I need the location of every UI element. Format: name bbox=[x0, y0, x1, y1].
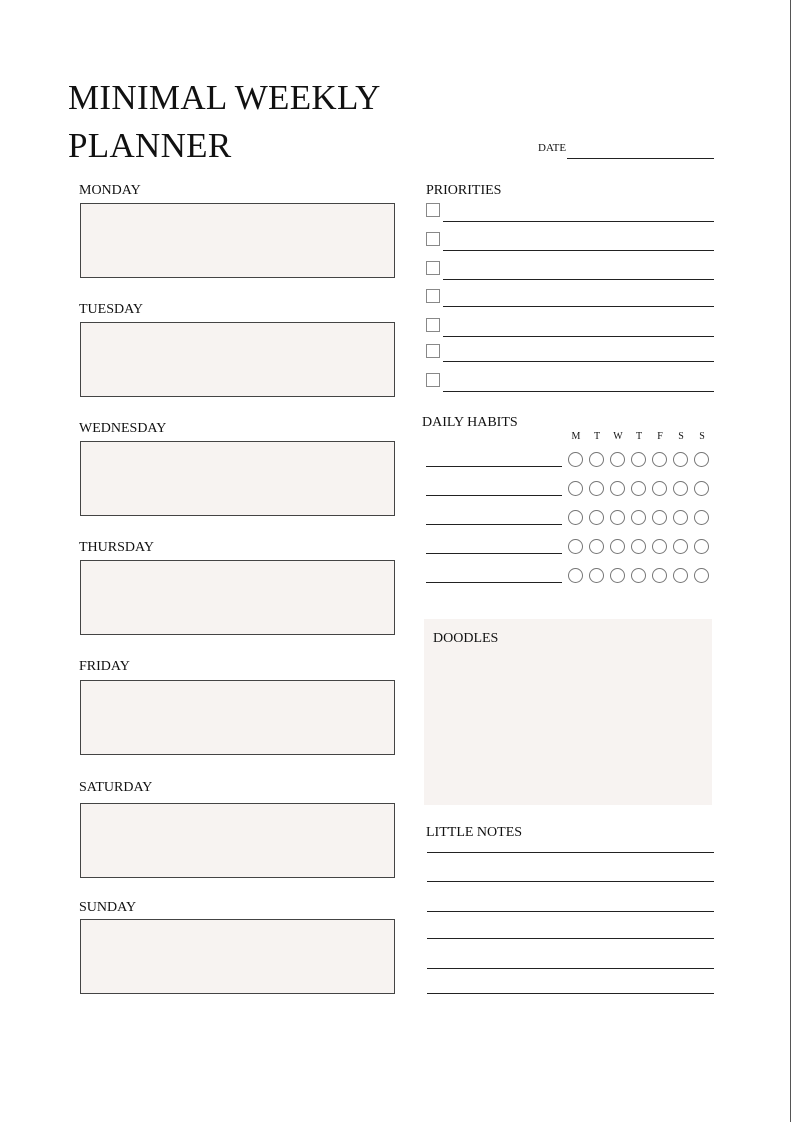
day-box-tuesday[interactable] bbox=[80, 322, 395, 397]
day-box-sunday[interactable] bbox=[80, 919, 395, 994]
day-label-sunday: SUNDAY bbox=[79, 900, 137, 915]
habit-check-circle[interactable] bbox=[694, 510, 709, 525]
day-box-friday[interactable] bbox=[80, 680, 395, 755]
habit-check-circle[interactable] bbox=[610, 539, 625, 554]
priority-line[interactable] bbox=[443, 221, 714, 222]
priority-checkbox[interactable] bbox=[426, 289, 440, 303]
habit-check-circle[interactable] bbox=[589, 539, 604, 554]
page-title bbox=[68, 74, 381, 170]
priority-checkbox[interactable] bbox=[426, 318, 440, 332]
habit-check-circle[interactable] bbox=[631, 510, 646, 525]
habit-check-circle[interactable] bbox=[694, 481, 709, 496]
day-label-saturday: SATURDAY bbox=[79, 780, 153, 795]
habit-check-circle[interactable] bbox=[610, 568, 625, 583]
habit-check-circle[interactable] bbox=[673, 452, 688, 467]
habit-check-circle[interactable] bbox=[673, 510, 688, 525]
priority-line[interactable] bbox=[443, 306, 714, 307]
notes-label: LITTLE NOTES bbox=[426, 825, 523, 840]
habit-day-letter: S bbox=[699, 431, 705, 442]
habit-check-circle[interactable] bbox=[589, 481, 604, 496]
priority-line[interactable] bbox=[443, 279, 714, 280]
habit-check-circle[interactable] bbox=[652, 452, 667, 467]
day-label-thursday: THURSDAY bbox=[79, 540, 154, 555]
priority-line[interactable] bbox=[443, 361, 714, 362]
habit-check-circle[interactable] bbox=[568, 568, 583, 583]
priority-line[interactable] bbox=[443, 391, 714, 392]
priority-checkbox[interactable] bbox=[426, 261, 440, 275]
habit-check-circle[interactable] bbox=[631, 539, 646, 554]
priority-line[interactable] bbox=[443, 336, 714, 337]
habit-name-line[interactable] bbox=[426, 553, 562, 554]
priority-checkbox[interactable] bbox=[426, 232, 440, 246]
habit-check-circle[interactable] bbox=[568, 539, 583, 554]
day-label-tuesday: TUESDAY bbox=[79, 302, 144, 317]
habit-check-circle[interactable] bbox=[652, 539, 667, 554]
priority-checkbox[interactable] bbox=[426, 203, 440, 217]
habit-day-letter: T bbox=[593, 431, 601, 442]
habit-day-letter: S bbox=[678, 431, 684, 442]
habit-name-line[interactable] bbox=[426, 524, 562, 525]
doodles-area[interactable] bbox=[424, 619, 712, 805]
habit-name-line[interactable] bbox=[426, 466, 562, 467]
habit-check-circle[interactable] bbox=[631, 568, 646, 583]
habit-day-letter: F bbox=[657, 431, 663, 442]
habits-label: DAILY HABITS bbox=[422, 415, 518, 430]
habit-check-circle[interactable] bbox=[652, 510, 667, 525]
page-edge bbox=[790, 0, 791, 1122]
habit-check-circle[interactable] bbox=[631, 452, 646, 467]
habit-check-circle[interactable] bbox=[589, 452, 604, 467]
habit-check-circle[interactable] bbox=[631, 481, 646, 496]
note-line[interactable] bbox=[427, 938, 714, 939]
habit-check-circle[interactable] bbox=[589, 510, 604, 525]
note-line[interactable] bbox=[427, 968, 714, 969]
priority-checkbox[interactable] bbox=[426, 373, 440, 387]
habit-check-circle[interactable] bbox=[673, 568, 688, 583]
day-box-monday[interactable] bbox=[80, 203, 395, 278]
habit-check-circle[interactable] bbox=[610, 481, 625, 496]
doodles-label: DOODLES bbox=[433, 631, 499, 646]
priority-checkbox[interactable] bbox=[426, 344, 440, 358]
habit-day-letter: T bbox=[635, 431, 643, 442]
habit-check-circle[interactable] bbox=[568, 481, 583, 496]
date-label: DATE bbox=[538, 142, 567, 154]
habit-check-circle[interactable] bbox=[673, 481, 688, 496]
habit-check-circle[interactable] bbox=[652, 481, 667, 496]
habit-check-circle[interactable] bbox=[694, 568, 709, 583]
note-line[interactable] bbox=[427, 993, 714, 994]
day-label-friday: FRIDAY bbox=[79, 659, 130, 674]
day-box-saturday[interactable] bbox=[80, 803, 395, 878]
habit-day-letter: M bbox=[571, 431, 581, 442]
habit-check-circle[interactable] bbox=[673, 539, 688, 554]
day-label-wednesday: WEDNESDAY bbox=[79, 421, 167, 436]
habit-check-circle[interactable] bbox=[652, 568, 667, 583]
habit-check-circle[interactable] bbox=[568, 510, 583, 525]
habit-day-letter: W bbox=[613, 431, 623, 442]
date-field[interactable] bbox=[567, 158, 714, 159]
title-line-2: PLANNER bbox=[68, 126, 232, 165]
habit-check-circle[interactable] bbox=[589, 568, 604, 583]
habit-check-circle[interactable] bbox=[568, 452, 583, 467]
day-box-wednesday[interactable] bbox=[80, 441, 395, 516]
habit-name-line[interactable] bbox=[426, 582, 562, 583]
note-line[interactable] bbox=[427, 881, 714, 882]
priority-line[interactable] bbox=[443, 250, 714, 251]
day-label-monday: MONDAY bbox=[79, 183, 141, 198]
habit-check-circle[interactable] bbox=[694, 539, 709, 554]
habit-check-circle[interactable] bbox=[694, 452, 709, 467]
title-line-1: MINIMAL WEEKLY bbox=[68, 78, 381, 117]
priorities-label: PRIORITIES bbox=[426, 183, 502, 198]
day-box-thursday[interactable] bbox=[80, 560, 395, 635]
habit-check-circle[interactable] bbox=[610, 452, 625, 467]
note-line[interactable] bbox=[427, 911, 714, 912]
habit-name-line[interactable] bbox=[426, 495, 562, 496]
habit-check-circle[interactable] bbox=[610, 510, 625, 525]
note-line[interactable] bbox=[427, 852, 714, 853]
